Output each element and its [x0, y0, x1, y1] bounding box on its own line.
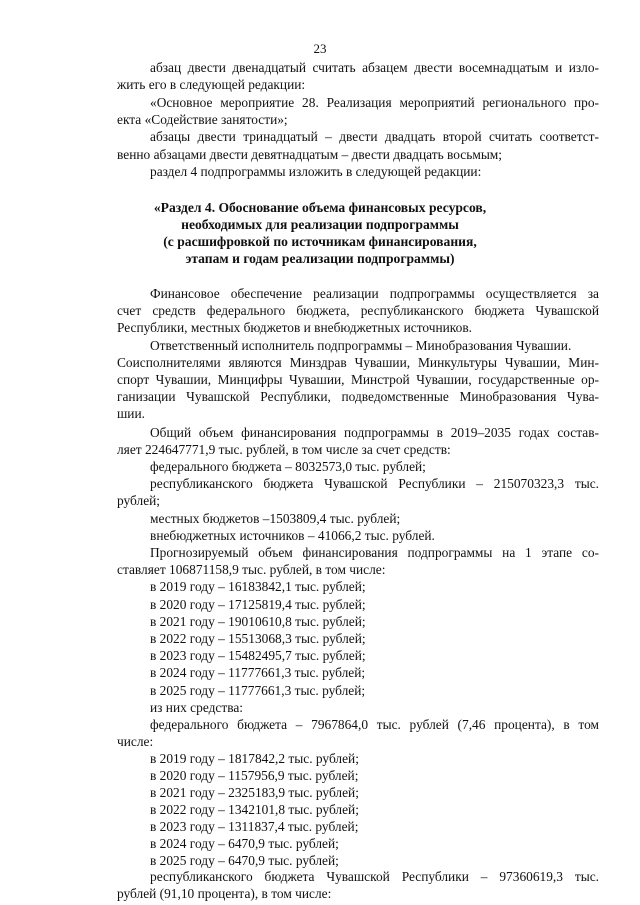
year-amount-line: в 2022 году – 1342101,8 тыс. рублей; — [150, 802, 359, 817]
intro-line: абзац двести двенадцатый считать абзацем двести восемнадцатым и изло- — [150, 60, 599, 75]
year-amount-line: в 2019 году – 16183842,1 тыс. рублей; — [150, 579, 366, 594]
body-line: числе: — [117, 734, 154, 749]
year-amount-line: в 2021 году – 19010610,8 тыс. рублей; — [150, 614, 366, 629]
body-line: ляет 224647771,9 тыс. рублей, в том числе за счет средств: — [117, 442, 451, 457]
body-line: Соисполнителями являются Минздрав Чувашии, Минкультуры Чувашии, Мин- — [117, 355, 599, 370]
body-line: федерального бюджета – 8032573,0 тыс. рублей; — [150, 459, 426, 474]
section-heading-line: «Раздел 4. Обоснование объема финансовых ресурсов, — [153, 200, 487, 215]
intro-line: венно абзацами двести девятнадцатым – двести двадцать восьмым; — [117, 147, 503, 162]
year-amount-line: в 2021 году – 2325183,9 тыс. рублей; — [150, 785, 359, 800]
year-amount-line: в 2024 году – 11777661,3 тыс. рублей; — [150, 665, 366, 680]
body-line: Финансовое обеспечение реализации подпрограммы осуществляется за — [150, 286, 599, 301]
body-line: федерального бюджета – 7967864,0 тыс. рублей (7,46 процента), в том — [150, 717, 599, 732]
intro-line: раздел 4 подпрограммы изложить в следующей редакции: — [150, 164, 482, 179]
body-line: республиканского бюджета Чувашской Республики – 215070323,3 тыс. — [150, 476, 599, 491]
body-line: Ответственный исполнитель подпрограммы – Минобразования Чувашии. — [150, 338, 572, 353]
body-line: спорт Чувашии, Минцифры Чувашии, Минстрой Чувашии, государственные ор- — [117, 372, 599, 387]
year-amount-line: в 2025 году – 11777661,3 тыс. рублей; — [150, 683, 366, 698]
body-line: рублей; — [117, 493, 161, 508]
body-line: местных бюджетов –1503809,4 тыс. рублей; — [150, 511, 401, 526]
body-line: республиканского бюджета Чувашской Республики – 97360619,3 тыс. — [150, 869, 599, 884]
intro-line: жить его в следующей редакции: — [117, 77, 306, 92]
year-amount-line: в 2022 году – 15513068,3 тыс. рублей; — [150, 631, 366, 646]
year-amount-line: в 2020 году – 17125819,4 тыс. рублей; — [150, 597, 366, 612]
body-line: рублей (91,10 процента), в том числе: — [117, 886, 332, 901]
section-heading-line: этапам и годам реализации подпрограммы) — [185, 251, 455, 266]
section-heading-line: (с расшифровкой по источникам финансирования, — [163, 234, 477, 249]
year-amount-line: в 2024 году – 6470,9 тыс. рублей; — [150, 836, 339, 851]
body-line: шии. — [117, 406, 145, 421]
body-line: Республики, местных бюджетов и внебюджетных источников. — [117, 320, 472, 335]
intro-line: «Основное мероприятие 28. Реализация мероприятий регионального про- — [150, 95, 599, 110]
section-heading-line: необходимых для реализации подпрограммы — [181, 217, 459, 232]
body-line: Общий объем финансирования подпрограммы в 2019–2035 годах состав- — [150, 425, 599, 440]
body-line: внебюджетных источников – 41066,2 тыс. рублей. — [150, 528, 435, 543]
body-line: Прогнозируемый объем финансирования подпрограммы на 1 этапе со- — [150, 545, 599, 560]
page-number: 23 — [313, 41, 327, 56]
intro-line: екта «Содействие занятости»; — [117, 112, 288, 127]
year-amount-line: в 2025 году – 6470,9 тыс. рублей; — [150, 853, 339, 868]
body-line: из них средства: — [150, 700, 244, 715]
intro-line: абзацы двести тринадцатый – двести двадцать второй считать соответст- — [150, 129, 599, 144]
body-line: счет средств федерального бюджета, республиканского бюджета Чувашской — [117, 303, 599, 318]
year-amount-line: в 2019 году – 1817842,2 тыс. рублей; — [150, 751, 359, 766]
body-line: ганизации Чувашской Республики, подведомственные Минобразования Чува- — [117, 389, 599, 404]
year-amount-line: в 2020 году – 1157956,9 тыс. рублей; — [150, 768, 359, 783]
year-amount-line: в 2023 году – 15482495,7 тыс. рублей; — [150, 648, 366, 663]
year-amount-line: в 2023 году – 1311837,4 тыс. рублей; — [150, 819, 359, 834]
body-line: ставляет 106871158,9 тыс. рублей, в том числе: — [117, 562, 386, 577]
